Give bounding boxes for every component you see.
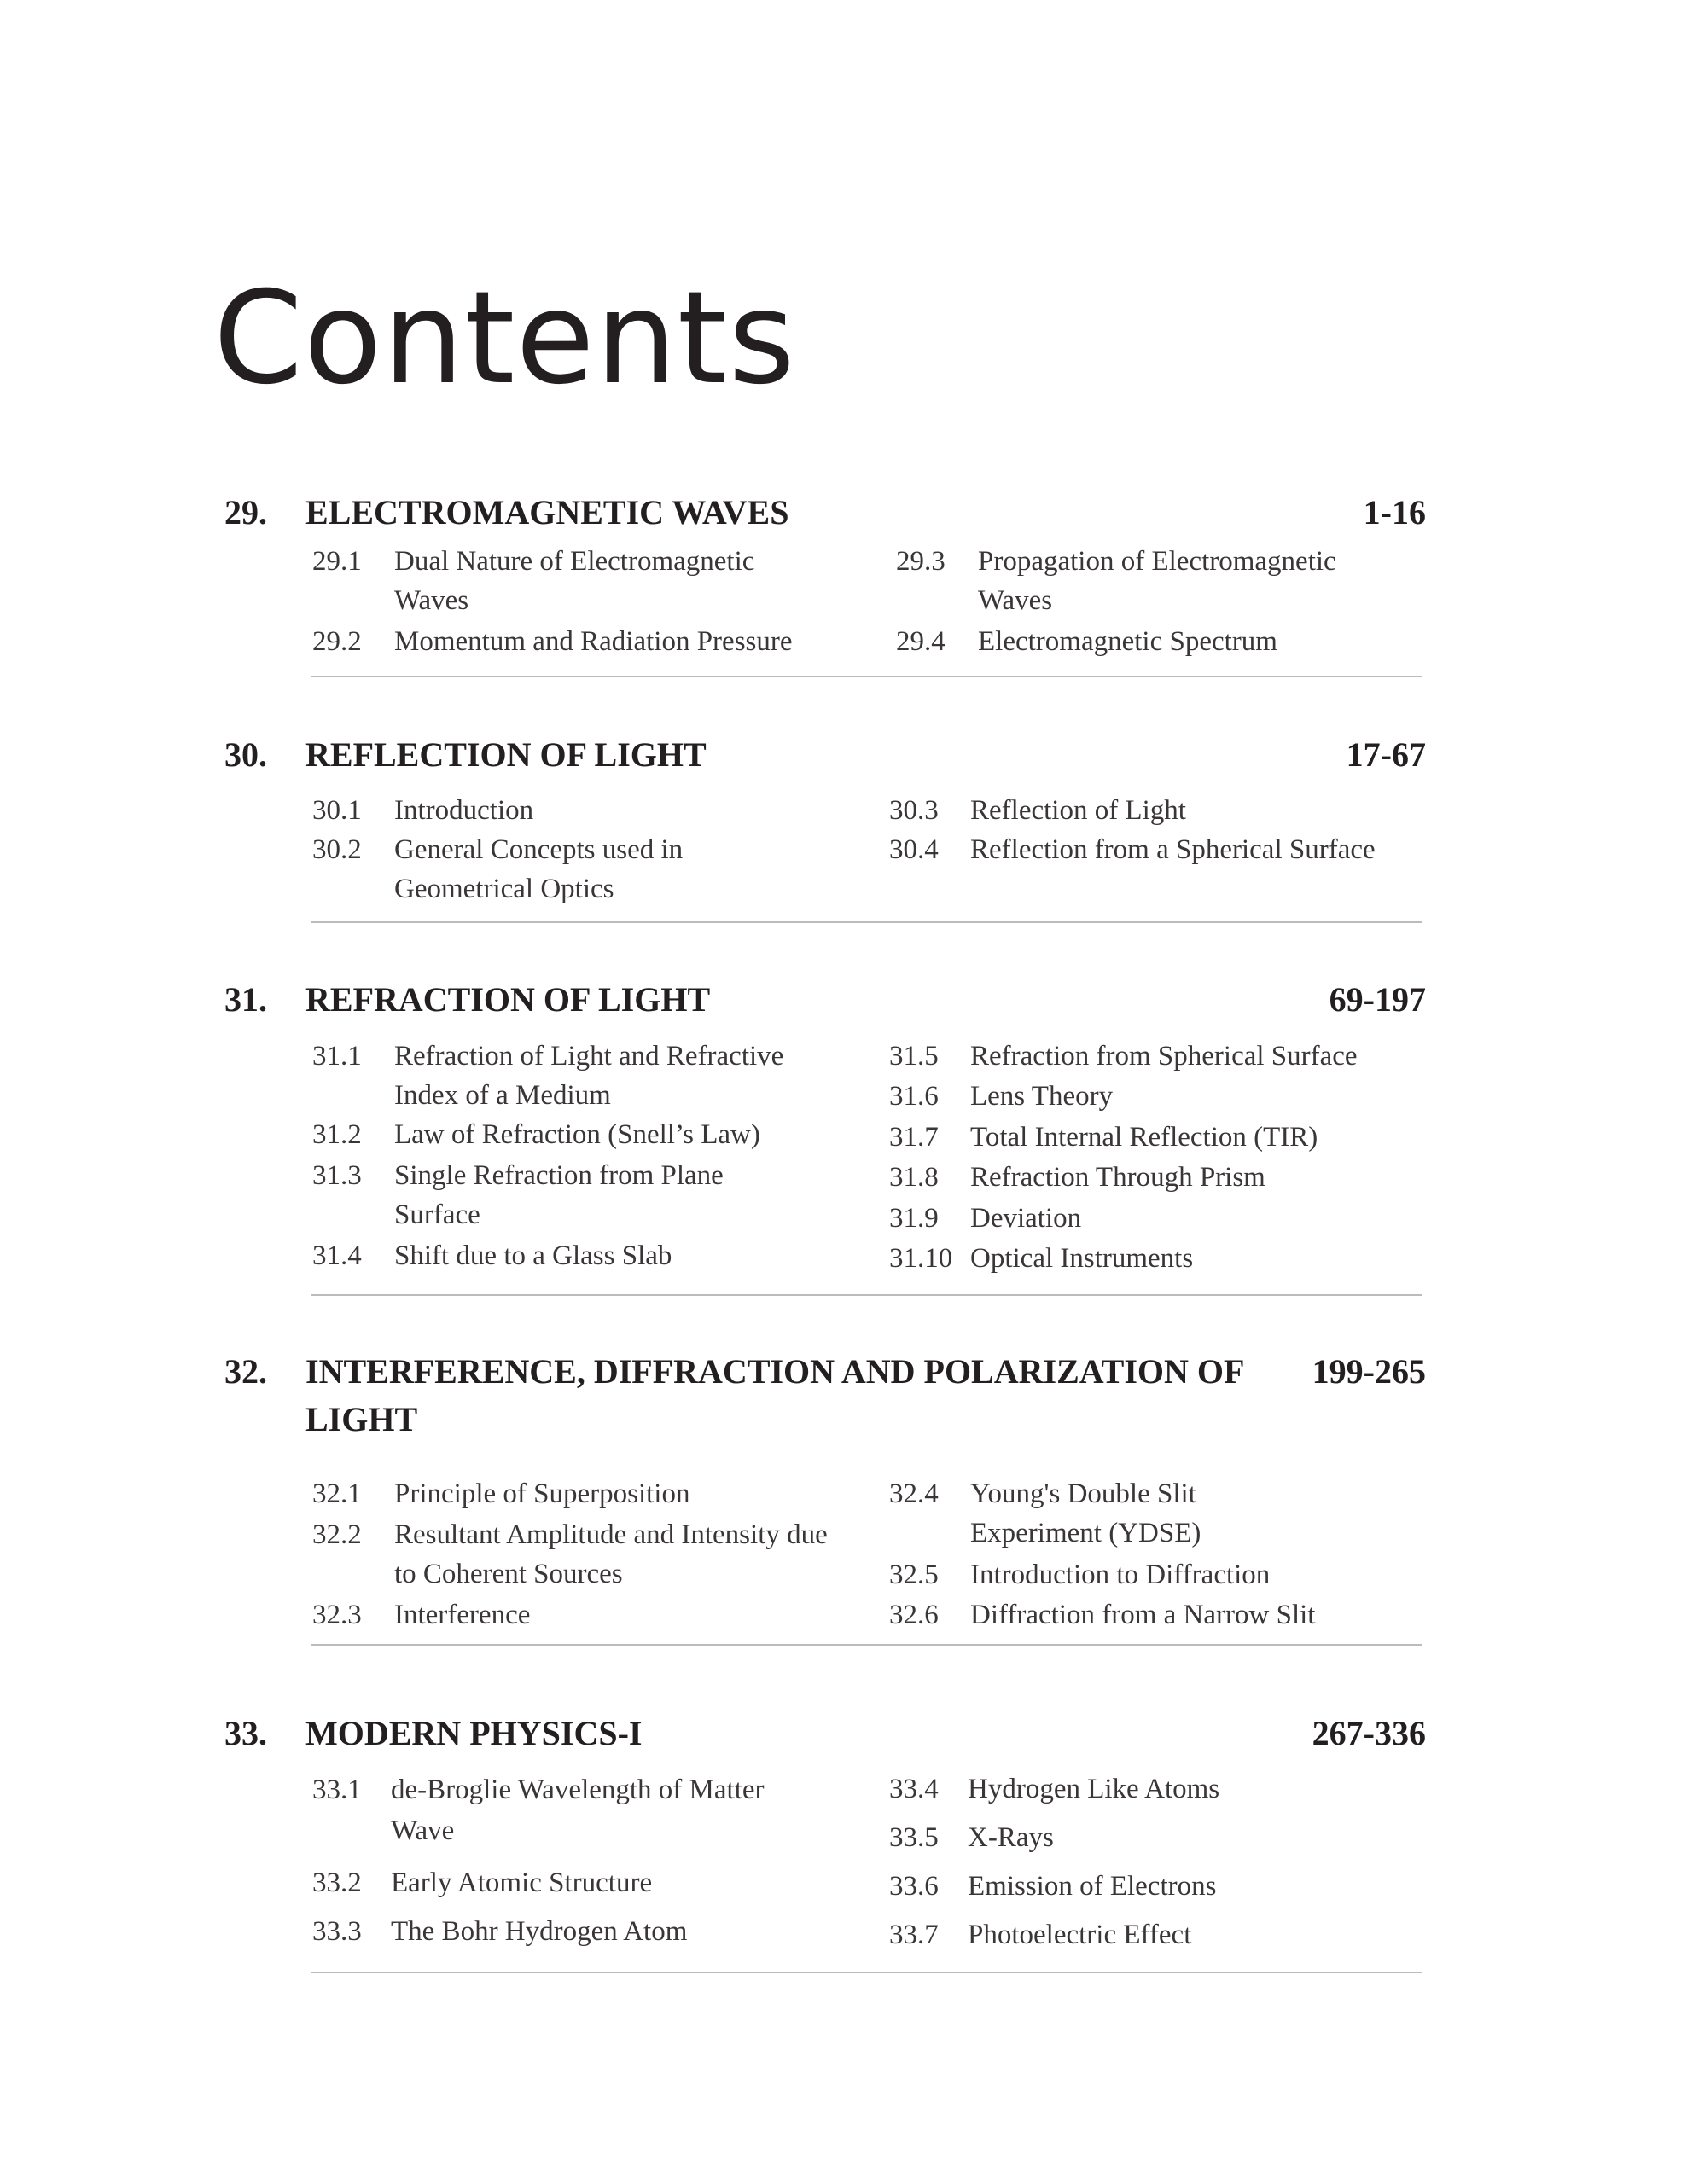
section-number: 30.1 (312, 795, 362, 826)
section-title: Diffraction from a Narrow Slit (970, 1600, 1316, 1630)
section-title: Shift due to a Glass Slab (394, 1240, 672, 1271)
toc-entry[interactable] (312, 791, 790, 830)
toc-entry[interactable] (312, 1115, 790, 1154)
section-number: 33.1 (312, 1774, 362, 1805)
section-title: Electromagnetic Spectrum (978, 626, 1277, 657)
section-number: 31.2 (312, 1119, 362, 1150)
section-number: 30.2 (312, 834, 362, 865)
section-number: 33.3 (312, 1916, 362, 1947)
chapter-pages: 17-67 (1346, 735, 1426, 774)
chapter-title: MODERN PHYSICS-I (305, 1714, 643, 1752)
section-title: Lens Theory (970, 1081, 1114, 1112)
toc-entry[interactable] (312, 1912, 790, 1951)
toc-entry[interactable] (312, 1236, 790, 1275)
section-title: Principle of Superposition (394, 1478, 690, 1509)
section-title: Early Atomic Structure (391, 1867, 653, 1898)
section-number: 31.9 (889, 1203, 939, 1234)
section-number: 31.8 (889, 1162, 939, 1193)
section-title: Refraction from Spherical Surface (970, 1041, 1358, 1072)
toc-entry[interactable] (889, 1555, 1367, 1594)
section-number: 31.5 (889, 1041, 939, 1072)
section-number: 31.7 (889, 1122, 939, 1153)
chapter-number: 33. (224, 1714, 267, 1752)
toc-entry[interactable] (889, 830, 1376, 869)
section-title: Resultant Amplitude and Intensity due to Coherent Sources (394, 1519, 828, 1589)
section-number: 31.6 (889, 1081, 939, 1112)
section-title: Law of Refraction (Snell’s Law) (394, 1119, 760, 1150)
toc-entry[interactable] (312, 1595, 790, 1635)
section-title: Refraction of Light and Refractive Index of a Medium (394, 1041, 784, 1111)
chapter-number: 30. (224, 735, 267, 774)
toc-entry[interactable] (312, 1769, 790, 1851)
toc-entry[interactable] (312, 830, 790, 909)
toc-entry[interactable] (896, 622, 1374, 661)
chapter-title: REFRACTION OF LIGHT (305, 980, 711, 1019)
toc-entry[interactable] (889, 1158, 1367, 1197)
section-number: 29.1 (312, 546, 362, 577)
toc-entry[interactable] (889, 1474, 1367, 1553)
section-divider (311, 676, 1422, 677)
toc-entry[interactable] (312, 1474, 790, 1513)
section-title: The Bohr Hydrogen Atom (391, 1916, 688, 1947)
chapter-pages: 267-336 (1312, 1714, 1426, 1752)
section-number: 32.1 (312, 1478, 362, 1509)
section-title: Refraction Through Prism (970, 1162, 1265, 1193)
toc-entry[interactable] (312, 1863, 790, 1902)
section-title: Total Internal Reflection (TIR) (970, 1122, 1318, 1153)
section-title: X-Rays (968, 1822, 1054, 1853)
section-title: Optical Instruments (970, 1243, 1194, 1274)
section-title: de-Broglie Wavelength of Matter Wave (391, 1774, 765, 1846)
section-number: 31.1 (312, 1041, 362, 1072)
section-number: 33.2 (312, 1867, 362, 1898)
chapter-pages: 69-197 (1329, 980, 1426, 1019)
toc-entry[interactable] (889, 1199, 1367, 1238)
section-title: Propagation of Electromagnetic Waves (978, 546, 1336, 616)
section-number: 32.3 (312, 1600, 362, 1630)
section-number: 29.4 (896, 626, 945, 657)
section-number: 32.4 (889, 1478, 939, 1509)
section-number: 32.2 (312, 1519, 362, 1550)
section-title: Momentum and Radiation Pressure (394, 626, 793, 657)
section-number: 31.4 (312, 1240, 362, 1271)
section-number: 32.6 (889, 1600, 939, 1630)
section-number: 30.4 (889, 834, 939, 865)
toc-entry[interactable] (312, 1156, 790, 1234)
section-title: Reflection from a Spherical Surface (970, 834, 1376, 865)
section-title: Deviation (970, 1203, 1082, 1234)
toc-entry[interactable] (889, 1769, 1367, 1809)
section-number: 29.3 (896, 546, 945, 577)
section-title: Photoelectric Effect (968, 1920, 1192, 1950)
section-divider (311, 1972, 1422, 1973)
section-number: 31.10 (889, 1243, 953, 1274)
toc-entry[interactable] (312, 622, 793, 661)
section-title: General Concepts used in Geometrical Optics (394, 834, 684, 904)
section-title: Introduction to Diffraction (970, 1560, 1271, 1590)
section-title: Young's Double Slit Experiment (YDSE) (970, 1478, 1201, 1548)
toc-entry[interactable] (896, 542, 1374, 620)
section-number: 32.5 (889, 1560, 939, 1590)
chapter-number: 32. (224, 1352, 267, 1391)
toc-entry[interactable] (889, 1915, 1367, 1955)
chapter-number: 31. (224, 980, 267, 1019)
section-title: Reflection of Light (970, 795, 1186, 826)
chapter-pages: 199-265 (1312, 1352, 1426, 1391)
section-title: Interference (394, 1600, 531, 1630)
section-title: Single Refraction from Plane Surface (394, 1160, 724, 1230)
section-divider (311, 921, 1422, 923)
section-divider (311, 1644, 1422, 1646)
section-number: 33.6 (889, 1871, 939, 1902)
section-number: 33.4 (889, 1774, 939, 1804)
chapter-number: 29. (224, 493, 267, 531)
section-number: 30.3 (889, 795, 939, 826)
section-title: Hydrogen Like Atoms (968, 1774, 1220, 1804)
section-number: 29.2 (312, 626, 362, 657)
toc-entry[interactable] (889, 1037, 1367, 1076)
section-number: 33.5 (889, 1822, 939, 1853)
section-divider (311, 1294, 1422, 1296)
toc-entry[interactable] (889, 1867, 1367, 1906)
toc-entry[interactable] (312, 1037, 790, 1115)
section-title: Introduction (394, 795, 534, 826)
chapter-title: ELECTROMAGNETIC WAVES (305, 493, 789, 531)
section-title: Emission of Electrons (968, 1871, 1217, 1902)
toc-entry[interactable] (889, 1077, 1367, 1116)
section-number: 31.3 (312, 1160, 362, 1191)
chapter-title: REFLECTION OF LIGHT (305, 735, 707, 774)
toc-entry[interactable] (889, 1239, 1367, 1278)
page-title: Contents (213, 264, 796, 413)
toc-entry[interactable] (889, 791, 1367, 830)
chapter-title: INTERFERENCE, DIFFRACTION AND POLARIZATION OF LIGHT (305, 1352, 1243, 1438)
toc-entry[interactable] (889, 1818, 1367, 1857)
chapter-pages: 1-16 (1363, 493, 1426, 531)
toc-entry[interactable] (312, 542, 790, 620)
section-title: Dual Nature of Electromagnetic Waves (394, 546, 755, 616)
section-number: 33.7 (889, 1920, 939, 1950)
toc-entry[interactable] (889, 1595, 1367, 1635)
toc-entry[interactable] (889, 1118, 1367, 1157)
toc-entry[interactable] (312, 1515, 828, 1594)
